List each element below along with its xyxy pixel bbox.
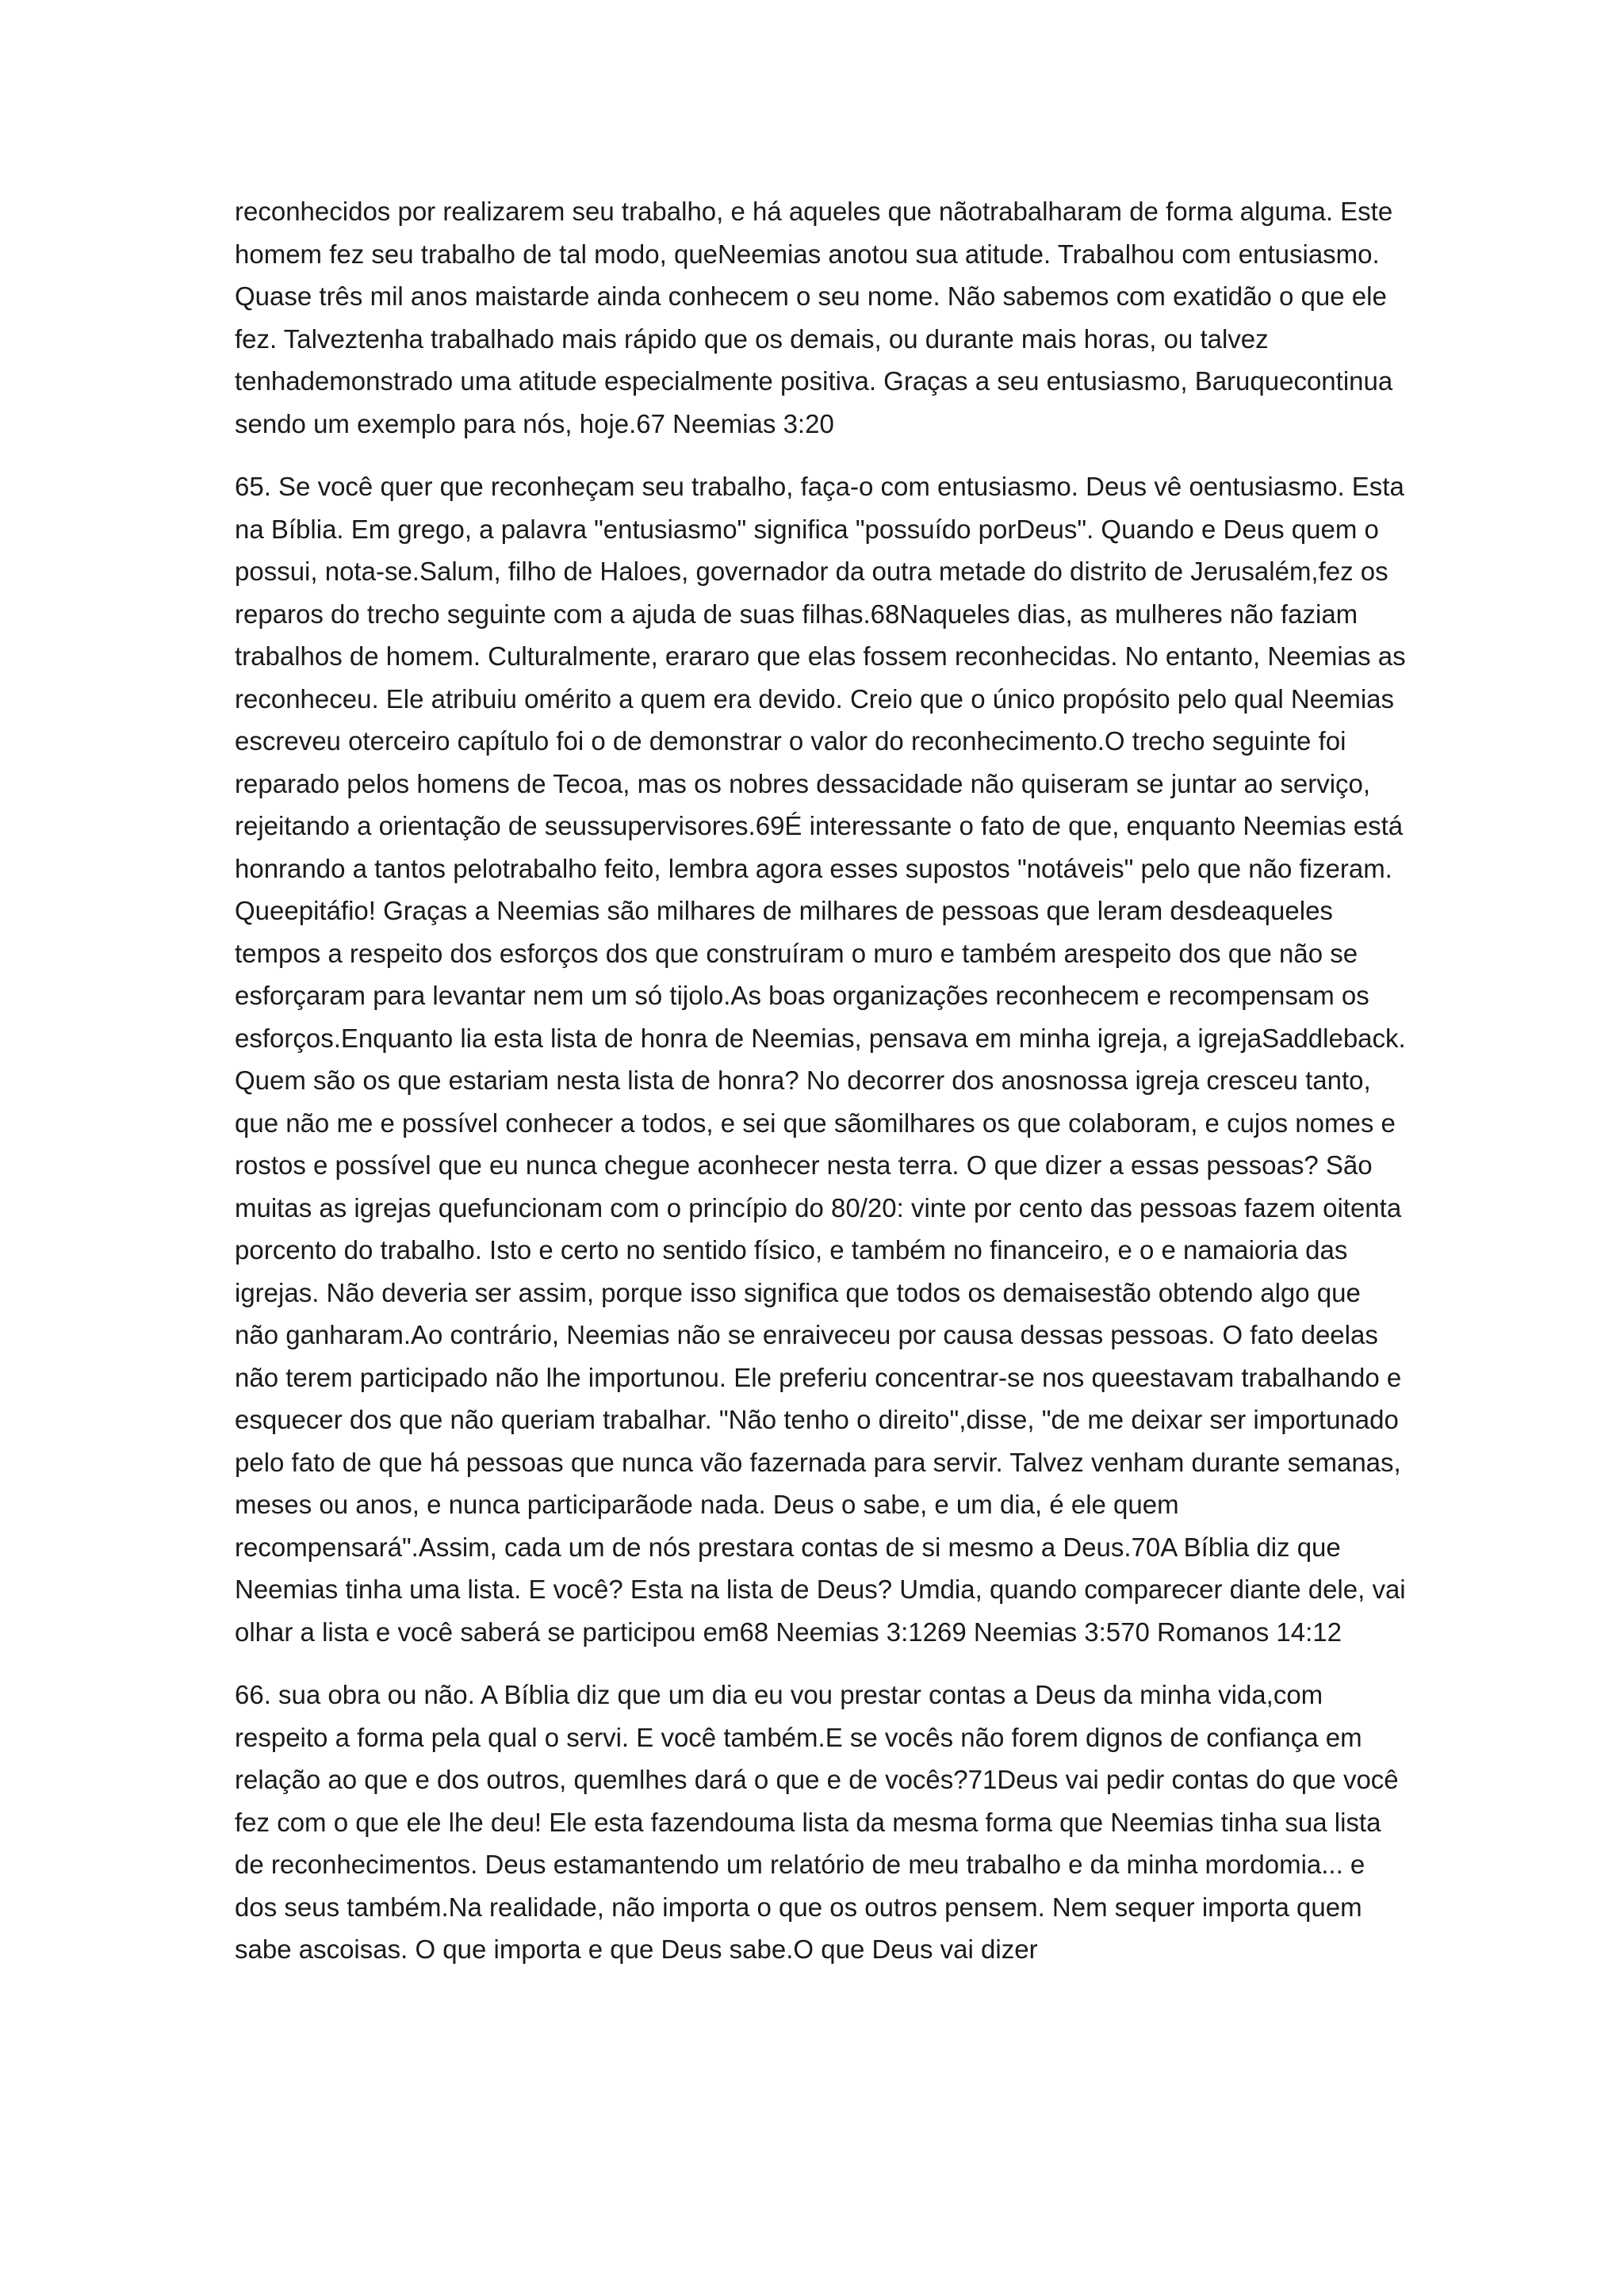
paragraph-66: 66. sua obra ou não. A Bíblia diz que um dia eu vou prestar contas a Deus da minha vida,com respeito a forma pela qual o servi. E você também.E se vocês não forem dignos de confiança em relação ao que e dos outros, quemlhes dará o que e de vocês?71Deus vai pedir contas do que você fez com o que ele lhe deu! Ele esta fazendouma lista da mesma forma que Neemias tinha sua lista de reconhecimentos. Deus estamantendo um relatório de meu trabalho e da minha mordomia... e dos seus também.Na realidade, não importa o que os outros pensem. Nem sequer importa quem sabe ascoisas. O que importa e que Deus sabe.O que Deus vai dizer xyxy=(235,1680,1399,1964)
paragraph-continuation: reconhecidos por realizarem seu trabalho, e há aqueles que nãotrabalharam de forma alguma. Este homem fez seu trabalho de tal modo, queNeemias anotou sua atitude. Trabalhou com entusiasmo. Quase três mil anos maistarde ainda conhecem o seu nome. Não sabemos com exatidão o que ele fez. Talveztenha trabalhado mais rápido que os demais, ou durante mais horas, ou talvez tenhademonstrado uma atitude especialmente positiva. Graças a seu entusiasmo, Baruquecontinua sendo um exemplo para nós, hoje.67 Neemias 3:20 xyxy=(235,197,1393,438)
document-page xyxy=(235,190,1408,1992)
paragraph-65: 65. Se você quer que reconheçam seu trabalho, faça-o com entusiasmo. Deus vê oentusiasmo. Esta na Bíblia. Em grego, a palavra "entusiasmo" significa "possuído porDeus". Quando e Deus quem o possui, nota-se.Salum, filho de Haloes, governador da outra metade do distrito de Jerusalém,fez os reparos do trecho seguinte com a ajuda de suas filhas.68Naqueles dias, as mulheres não faziam trabalhos de homem. Culturalmente, erararo que elas fossem reconhecidas. No entanto, Neemias as reconheceu. Ele atribuiu omérito a quem era devido. Creio que o único propósito pelo qual Neemias escreveu oterceiro capítulo foi o de demonstrar o valor do reconhecimento.O trecho seguinte foi reparado pelos homens de Tecoa, mas os nobres dessacidade não quiseram se juntar ao serviço, rejeitando a orientação de seussupervisores.69É interessante o fato de que, enquanto Neemias está honrando a tantos pelotrabalho feito, lembra agora esses supostos "notáveis" pelo que não fizeram. Queepitáfio! Graças a Neemias são milhares de milhares de pessoas que leram desdeaqueles tempos a respeito dos esforços dos que construíram o muro e também arespeito dos que não se esforçaram para levantar nem um só tijolo.As boas organizações reconhecem e recompensam os esforços.Enquanto lia esta lista de honra de Neemias, pensava em minha igreja, a igrejaSaddleback. Quem são os que estariam nesta lista de honra? No decorrer dos anosnossa igreja cresceu tanto, que não me e possível conhecer a todos, e sei que sãomilhares os que colaboram, e cujos nomes e rostos e possível que eu nunca chegue aconhecer nesta terra. O que dizer a essas pessoas? São muitas as igrejas quefuncionam com o princípio do 80/20: vinte por cento das pessoas fazem oitenta porcento do trabalho. Isto e certo no sentido físico, e também no financeiro, e o e namaioria das igrejas. Não deveria ser assim, porque isso significa que todos os demaisestão obtendo algo que não ganharam.Ao contrário, Neemias não se enraiveceu por causa dessas pessoas. O fato deelas não terem participado não lhe importunou. Ele preferiu concentrar-se nos queestavam trabalhando e esquecer dos que não queriam trabalhar. "Não tenho o direito",disse, "de me deixar ser importunado pelo fato de que há pessoas que nunca vão fazernada para servir. Talvez venham durante semanas, meses ou anos, e nunca participarãode nada. Deus o sabe, e um dia, é ele quem recompensará".Assim, cada um de nós prestara contas de si mesmo a Deus.70A Bíblia diz que Neemias tinha uma lista. E você? Esta na lista de Deus? Umdia, quando comparecer diante dele, vai olhar a lista e você saberá se participou em68 Neemias 3:1269 Neemias 3:570 Romanos 14:12 xyxy=(235,472,1406,1647)
